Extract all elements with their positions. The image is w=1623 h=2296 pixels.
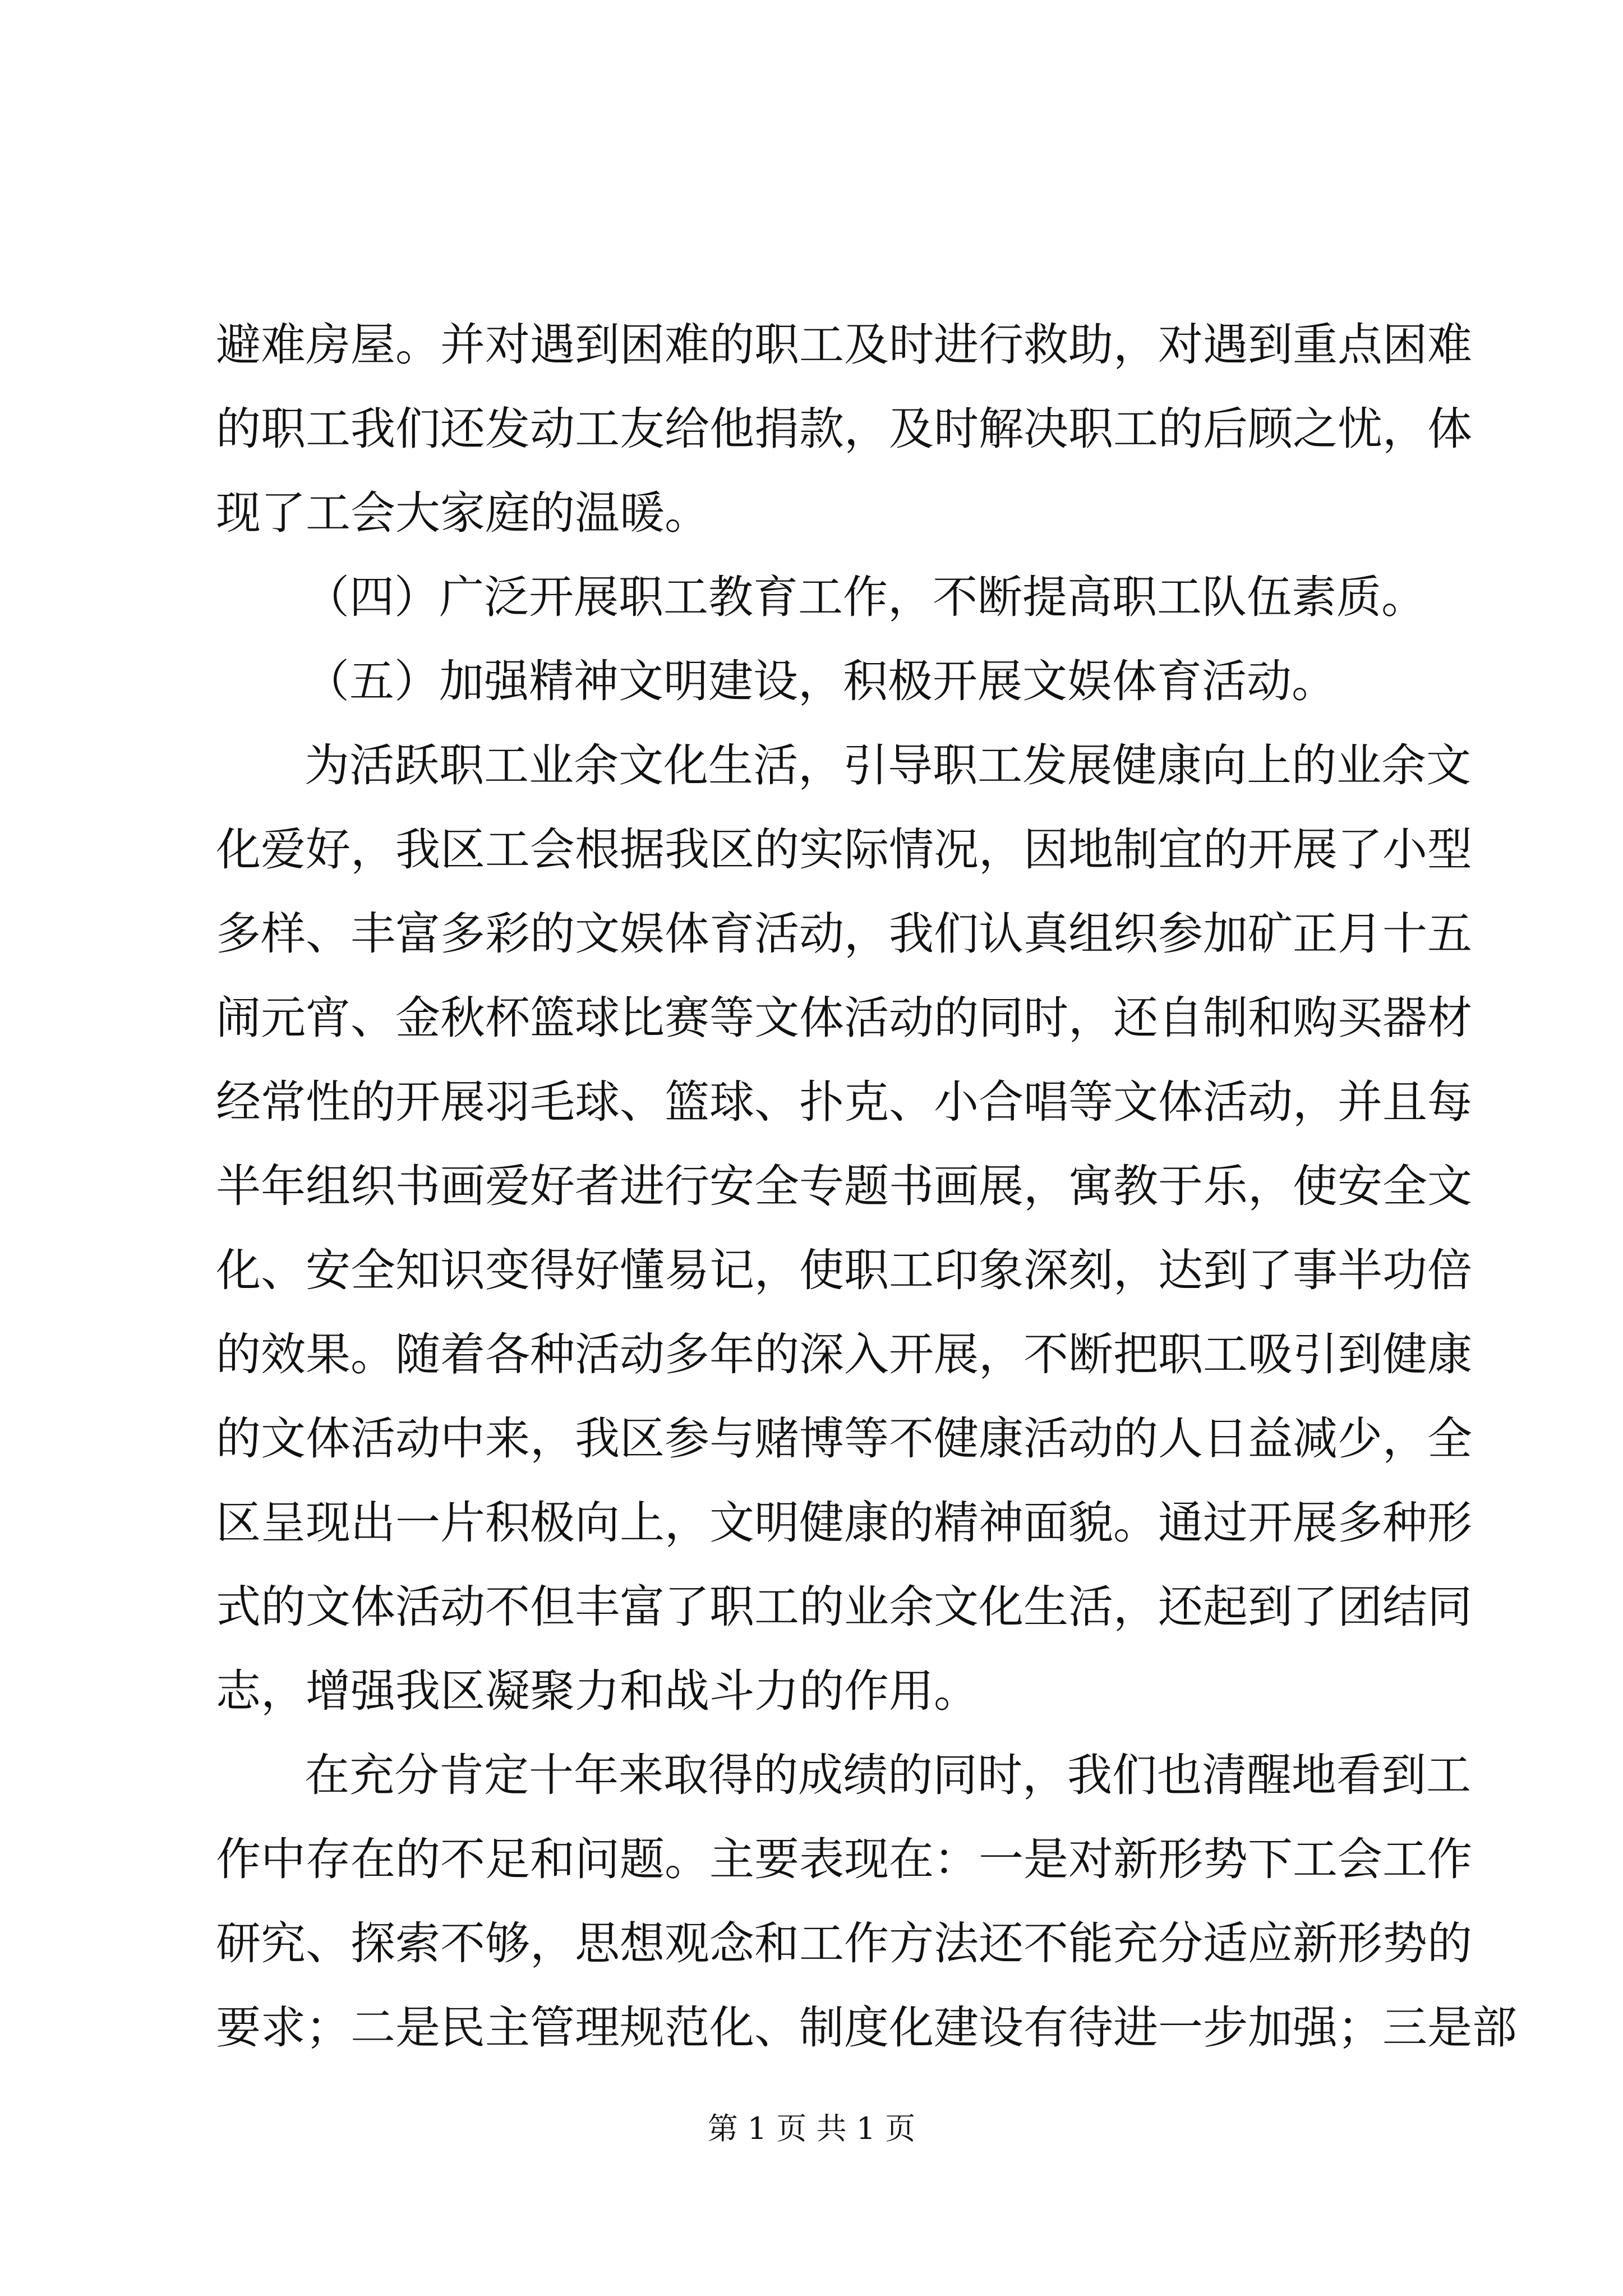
text-line-9: 闹元宵、金秋杯篮球比赛等文体活动的同时，还自制和购买器材: [216, 992, 1472, 1044]
section-heading-4: （四）广泛开展职工教育工作，不断提高职工队伍素质。: [305, 571, 1426, 623]
text-line-19: 作中存在的不足和问题。主要表现在：一是对新形势下工会工作: [216, 1833, 1472, 1885]
text-line-3: 现了工会大家庭的温暖。: [216, 487, 709, 539]
text-line-11: 半年组织书画爱好者进行安全专题书画展，寓教于乐，使安全文: [216, 1160, 1472, 1212]
section-heading-5: （五）加强精神文明建设，积极开展文娱体育活动。: [305, 655, 1336, 707]
text-line-1: 避难房屋。并对遇到困难的职工及时进行救助，对遇到重点困难: [216, 319, 1472, 371]
text-line-13: 的效果。随着各种活动多年的深入开展，不断把职工吸引到健康: [216, 1328, 1472, 1381]
text-line-16: 式的文体活动不但丰富了职工的业余文化生活，还起到了团结同: [216, 1581, 1472, 1633]
text-line-2: 的职工我们还发动工友给他捐款，及时解决职工的后顾之忧，体: [216, 403, 1472, 455]
text-line-12: 化、安全知识变得好懂易记，使职工印象深刻，达到了事半功倍: [216, 1244, 1472, 1296]
text-line-10: 经常性的开展羽毛球、篮球、扑克、小合唱等文体活动，并且每: [216, 1076, 1472, 1128]
text-line-21: 要求；二是民主管理规范化、制度化建设有待进一步加强；三是部: [216, 2001, 1517, 2054]
text-line-7: 化爱好，我区工会根据我区的实际情况，因地制宜的开展了小型: [216, 823, 1472, 876]
text-line-20: 研究、探索不够，思想观念和工作方法还不能充分适应新形势的: [216, 1917, 1472, 1970]
text-line-15: 区呈现出一片积极向上，文明健康的精神面貌。通过开展多种形: [216, 1497, 1472, 1549]
page-footer: 第 1 页 共 1 页: [707, 2111, 916, 2146]
text-line-6: 为活跃职工业余文化生活，引导职工发展健康向上的业余文: [305, 739, 1471, 792]
text-line-18: 在充分肯定十年来取得的成绩的同时，我们也清醒地看到工: [305, 1749, 1471, 1801]
text-line-14: 的文体活动中来，我区参与赌博等不健康活动的人日益减少，全: [216, 1412, 1472, 1465]
text-line-8: 多样、丰富多彩的文娱体育活动，我们认真组织参加矿正月十五: [216, 908, 1472, 960]
text-line-17: 志，增强我区凝聚力和战斗力的作用。: [216, 1665, 979, 1717]
